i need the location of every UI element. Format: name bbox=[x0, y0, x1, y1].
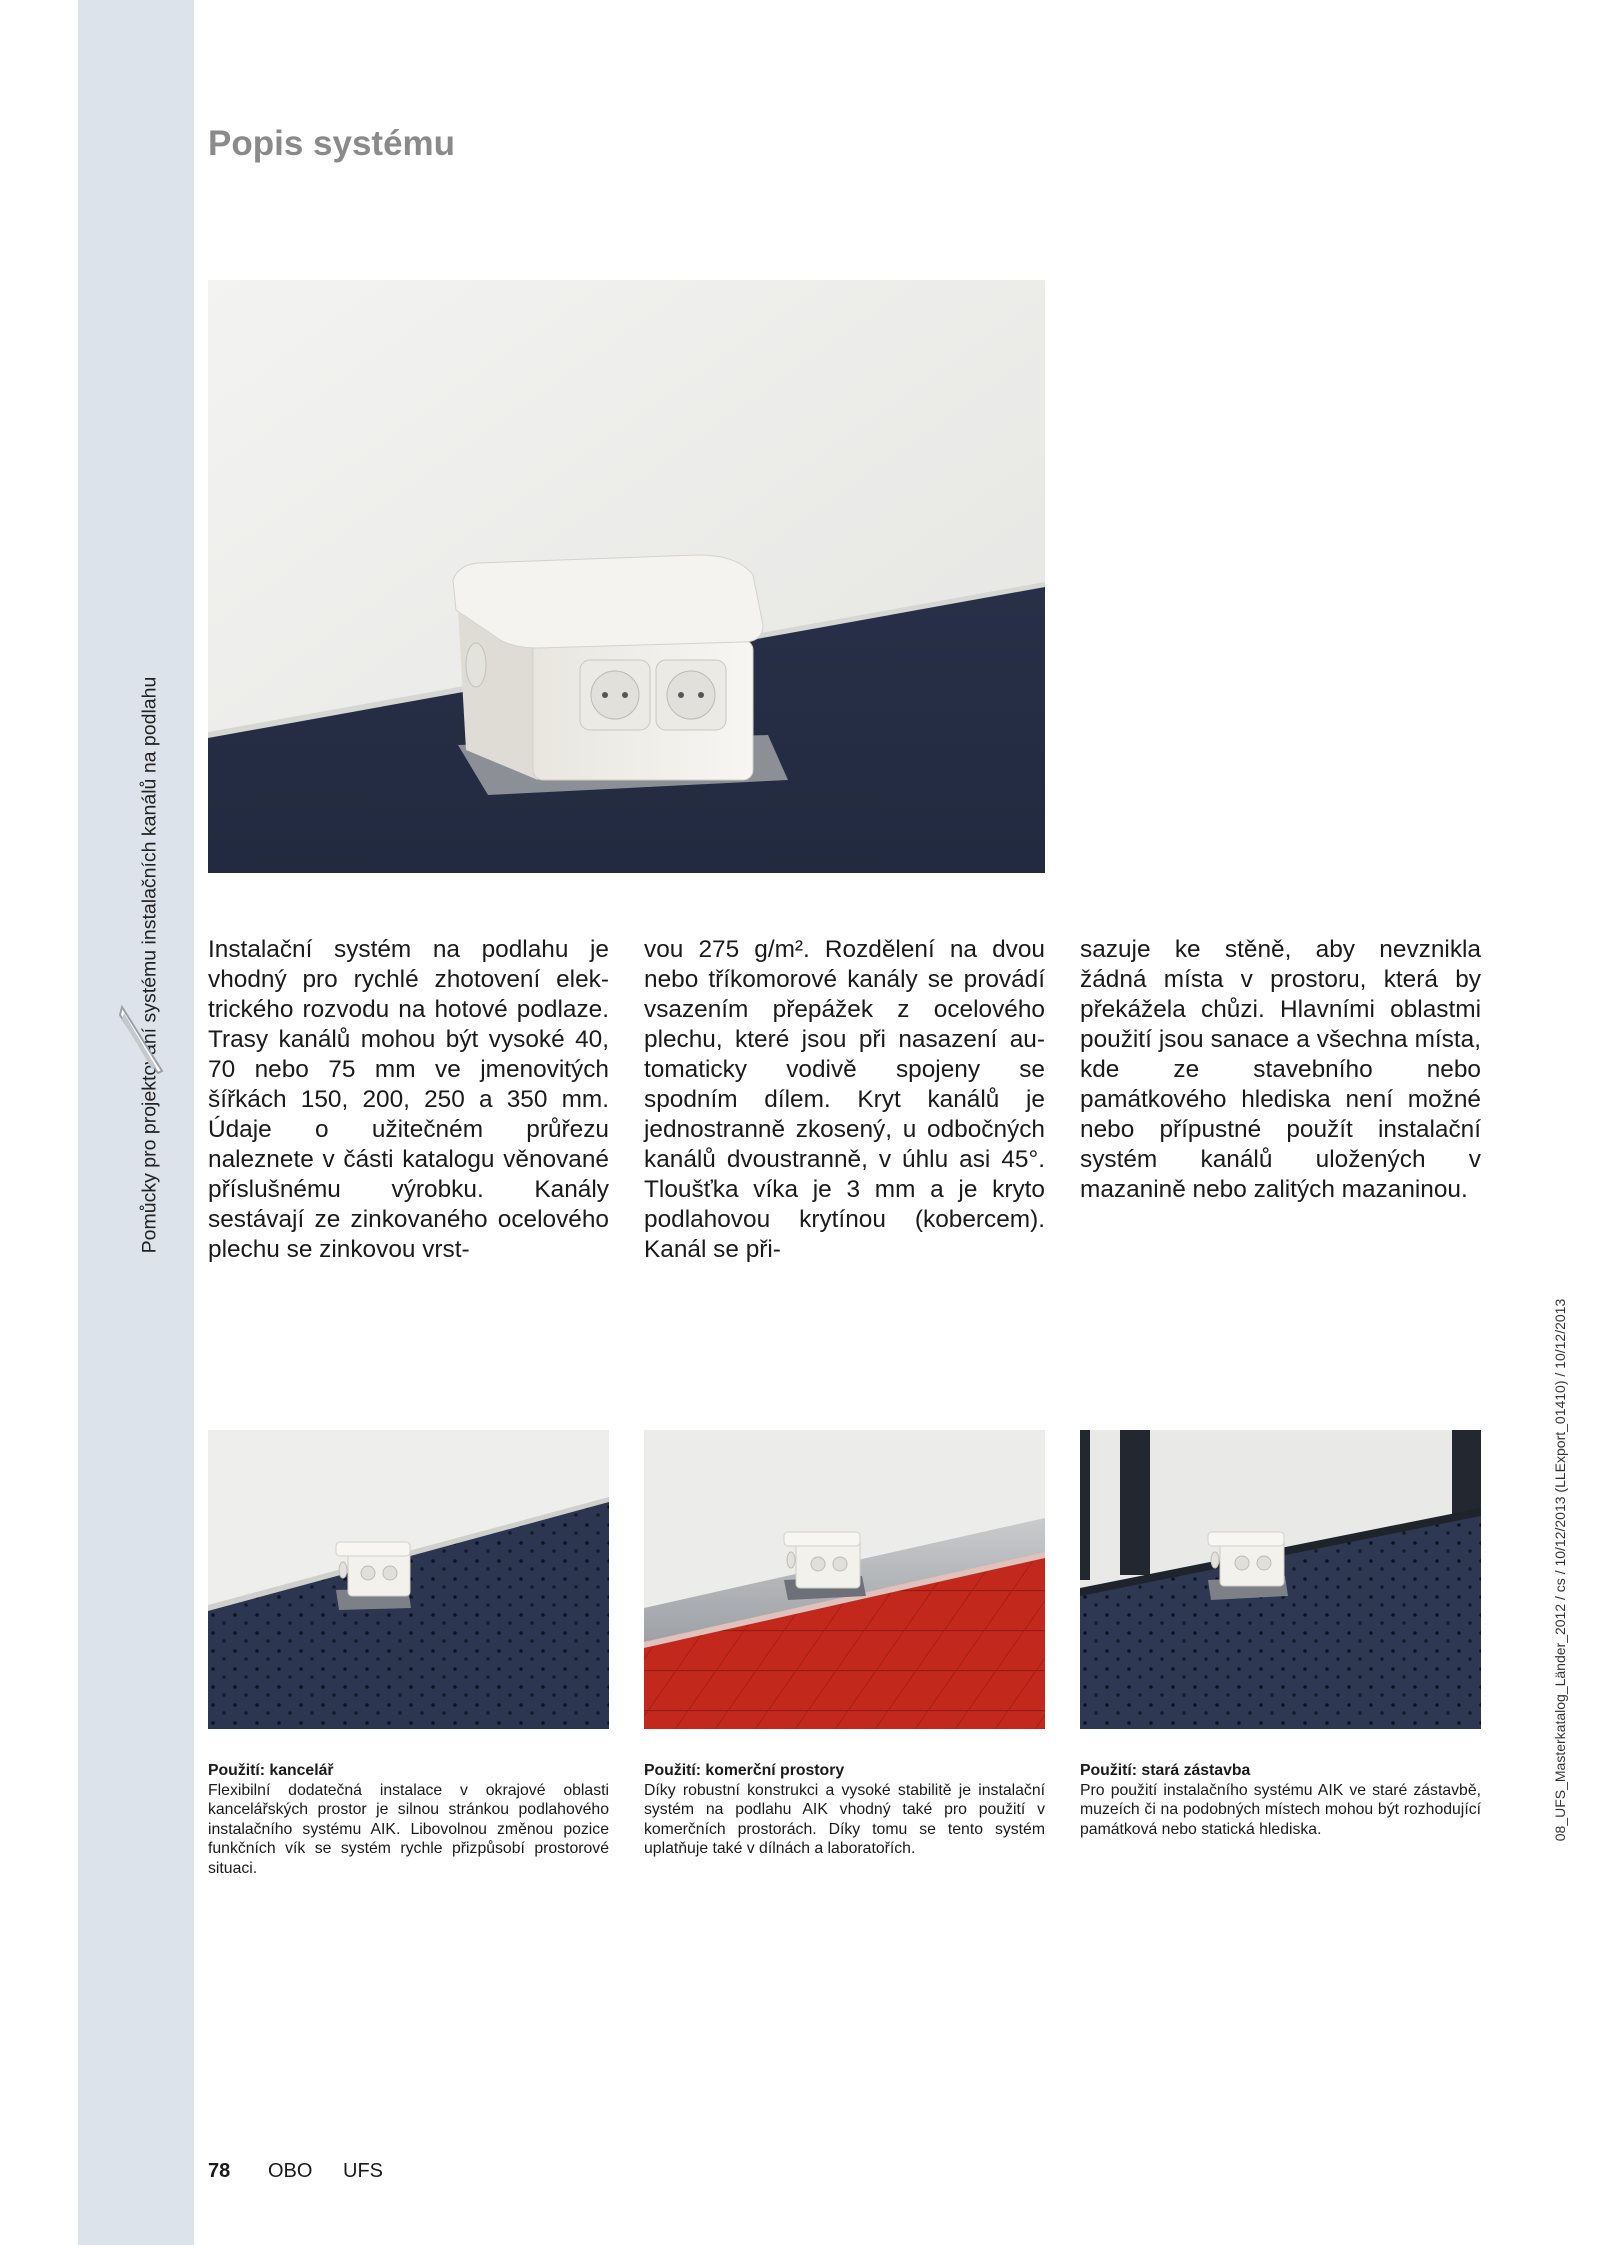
page-title: Popis systému bbox=[208, 124, 456, 163]
body-column-2 bbox=[644, 935, 1045, 1265]
caption-commercial bbox=[644, 1761, 1045, 1859]
photo-commercial bbox=[644, 1430, 1045, 1729]
body-text-1: Instalační systém na podlahu je vhodný pro rychlé zhotovení elektrického rozvodu na hotové podlaze. Trasy kanálů mohou být vysoké 40, 70 nebo 75 mm ve jmenovitých šířkách 150, 200, 250 a 350 mm. Údaje o užitečném průřezu naleznete v části katalogu věnované příslušnému výrobku. Kanály sestávají ze zinkovaného ocelového plechu se zinkovou vrst- bbox=[208, 936, 609, 1263]
right-margin-export-info: 08_UFS_Masterkatalog_Länder_2012 / cs / 10/12/2013 (LLExport_01410) / 10/12/2013 bbox=[1552, 1298, 1568, 1842]
caption-office bbox=[208, 1761, 609, 1878]
photo-office bbox=[208, 1430, 609, 1729]
caption-title: Použití: stará zástavba bbox=[1080, 1762, 1251, 1779]
caption-text: Pro použití instalačního systému AIK ve staré zástavbě, muzeích či na podobných místech mohou být rozhodující památková nebo statická hlediska. bbox=[1080, 1781, 1481, 1838]
body-text-2: vou 275 g/m². Rozdělení na dvou nebo tříkomorové kanály se provádí vsazením přepážek z ocelového plechu, které jsou při nasazení automaticky vodivě spojeny se spodním dílem. Kryt kanálů je jednostranně zkosený, u odbočných kanálů dvoustranně, v úhlu asi 45°. Tloušťka víka je 3 mm a je kryto podlahovou krytínou (kobercem). Kanál se při- bbox=[644, 936, 1045, 1263]
sidebar-vertical-title: Pomůcky pro projektování systému instalačních kanálů na podlahu bbox=[138, 676, 161, 1254]
caption-title: Použití: kancelář bbox=[208, 1762, 334, 1779]
footer-section: UFS bbox=[343, 2160, 383, 2182]
body-column-3 bbox=[1080, 935, 1481, 1205]
caption-text: Flexibilní dodatečná instalace v okrajové oblasti kancelářských prostor je silnou stránkou podlahového instalačního systému AIK. Libovolnou změnou pozice funkčních vík se systém rychle přizpůsobí prostorové situaci. bbox=[208, 1781, 609, 1877]
body-column-1 bbox=[208, 935, 609, 1265]
footer-brand: OBO bbox=[268, 2160, 313, 2182]
side-strip bbox=[78, 0, 194, 2245]
caption-old-building bbox=[1080, 1761, 1481, 1839]
photo-old-building bbox=[1080, 1430, 1481, 1729]
caption-text: Díky robustní konstrukci a vysoké stabilitě je instalační systém na podlahu AIK vhodný také pro použití v komerčních prostorách. Díky tomu se tento systém uplatňuje také v dílnách a laboratořích. bbox=[644, 1781, 1045, 1857]
caption-title: Použití: komerční prostory bbox=[644, 1762, 845, 1779]
body-text-3: sazuje ke stěně, aby nevznikla žádná místa v prostoru, která by překážela chůzi. Hlavními oblastmi použití jsou sanace a všechna místa, kde ze stavebního nebo památkového hlediska není možné nebo přípustné použít instalační systém kanálů uložených v mazanině nebo zalitých mazaninou. bbox=[1080, 936, 1481, 1203]
hero-photo-floor-box bbox=[208, 280, 1045, 873]
tab-marker-icon bbox=[118, 1005, 164, 1075]
page-number: 78 bbox=[208, 2160, 231, 2182]
